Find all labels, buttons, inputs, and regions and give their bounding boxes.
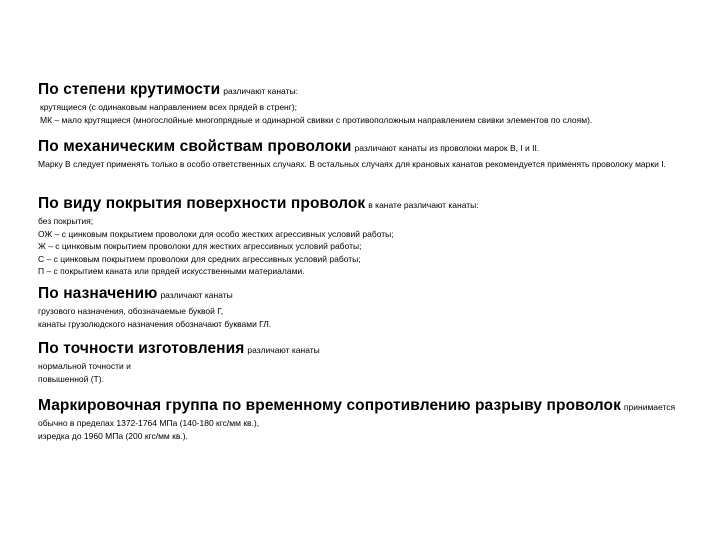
body-line: грузового назначения, обозначаемые буквой Г, xyxy=(38,306,224,316)
body-line: крутящиеся (с одинаковым направлением всех прядей в стренг); xyxy=(40,102,298,112)
body-line: повышенной (Т). xyxy=(38,373,104,384)
section-title: По степени крутимости xyxy=(38,81,221,98)
section-note: в канате различают канаты: xyxy=(368,200,479,210)
section-heading xyxy=(38,339,704,360)
body-line: изредка до 1960 МПа (200 кгс/мм кв.). xyxy=(38,430,188,441)
section-title: Маркировочная группа по временному сопротивлению разрыву проволок xyxy=(38,397,621,414)
body-line: С – с цинковым покрытием проволоки для средних агрессивных условий работы; xyxy=(38,253,361,264)
section-heading xyxy=(38,137,704,158)
section-heading xyxy=(38,194,704,215)
section-title: По механическим свойствам проволоки xyxy=(38,138,352,155)
section-heading xyxy=(38,80,704,101)
section-body xyxy=(38,305,704,330)
section-twist xyxy=(38,80,704,126)
section-precision xyxy=(38,339,704,385)
section-title: По назначению xyxy=(38,285,158,302)
body-line: канаты грузолюдского назначения обозначают буквами ГЛ. xyxy=(38,318,272,329)
section-body xyxy=(38,417,704,442)
section-coating xyxy=(38,194,704,278)
section-body xyxy=(38,360,704,385)
section-body xyxy=(38,158,704,171)
body-line: нормальной точности и xyxy=(38,361,131,371)
body-line: МК – мало крутящиеся (многослойные многопрядные и одинарной свивки с противоположным направлением свивки элементов по слоям). xyxy=(40,114,593,125)
body-line: обычно в пределах 1372-1764 МПа (140-180 кгс/мм кв.), xyxy=(38,418,260,428)
section-purpose xyxy=(38,284,704,330)
body-paragraph: Марку В следует применять только в особо ответственных случаях. В остальных случаях для крановых канатов рекомендуется применять проволоку марки I. xyxy=(38,159,666,169)
section-note: различают канаты из проволоки марок В, I и II. xyxy=(354,143,540,153)
section-heading xyxy=(38,396,704,417)
section-body xyxy=(38,215,704,278)
section-note: различают канаты xyxy=(247,345,320,355)
section-marking-group xyxy=(38,396,704,442)
body-line: ОЖ – с цинковым покрытием проволоки для особо жестких агрессивных условий работы; xyxy=(38,228,394,239)
section-note: принимается xyxy=(623,402,676,412)
section-heading xyxy=(38,284,704,305)
body-line: Ж – с цинковым покрытием проволоки для жестких агрессивных условий работы; xyxy=(38,241,362,251)
section-mechanical xyxy=(38,137,704,171)
section-note: различают канаты: xyxy=(223,86,298,96)
body-line: П – с покрытием каната или прядей искусственными материалами. xyxy=(38,266,305,276)
section-note: различают канаты xyxy=(160,290,233,300)
section-title: По точности изготовления xyxy=(38,340,245,357)
body-line: без покрытия; xyxy=(38,216,94,226)
section-body xyxy=(38,101,704,126)
section-title: По виду покрытия поверхности проволок xyxy=(38,195,366,212)
